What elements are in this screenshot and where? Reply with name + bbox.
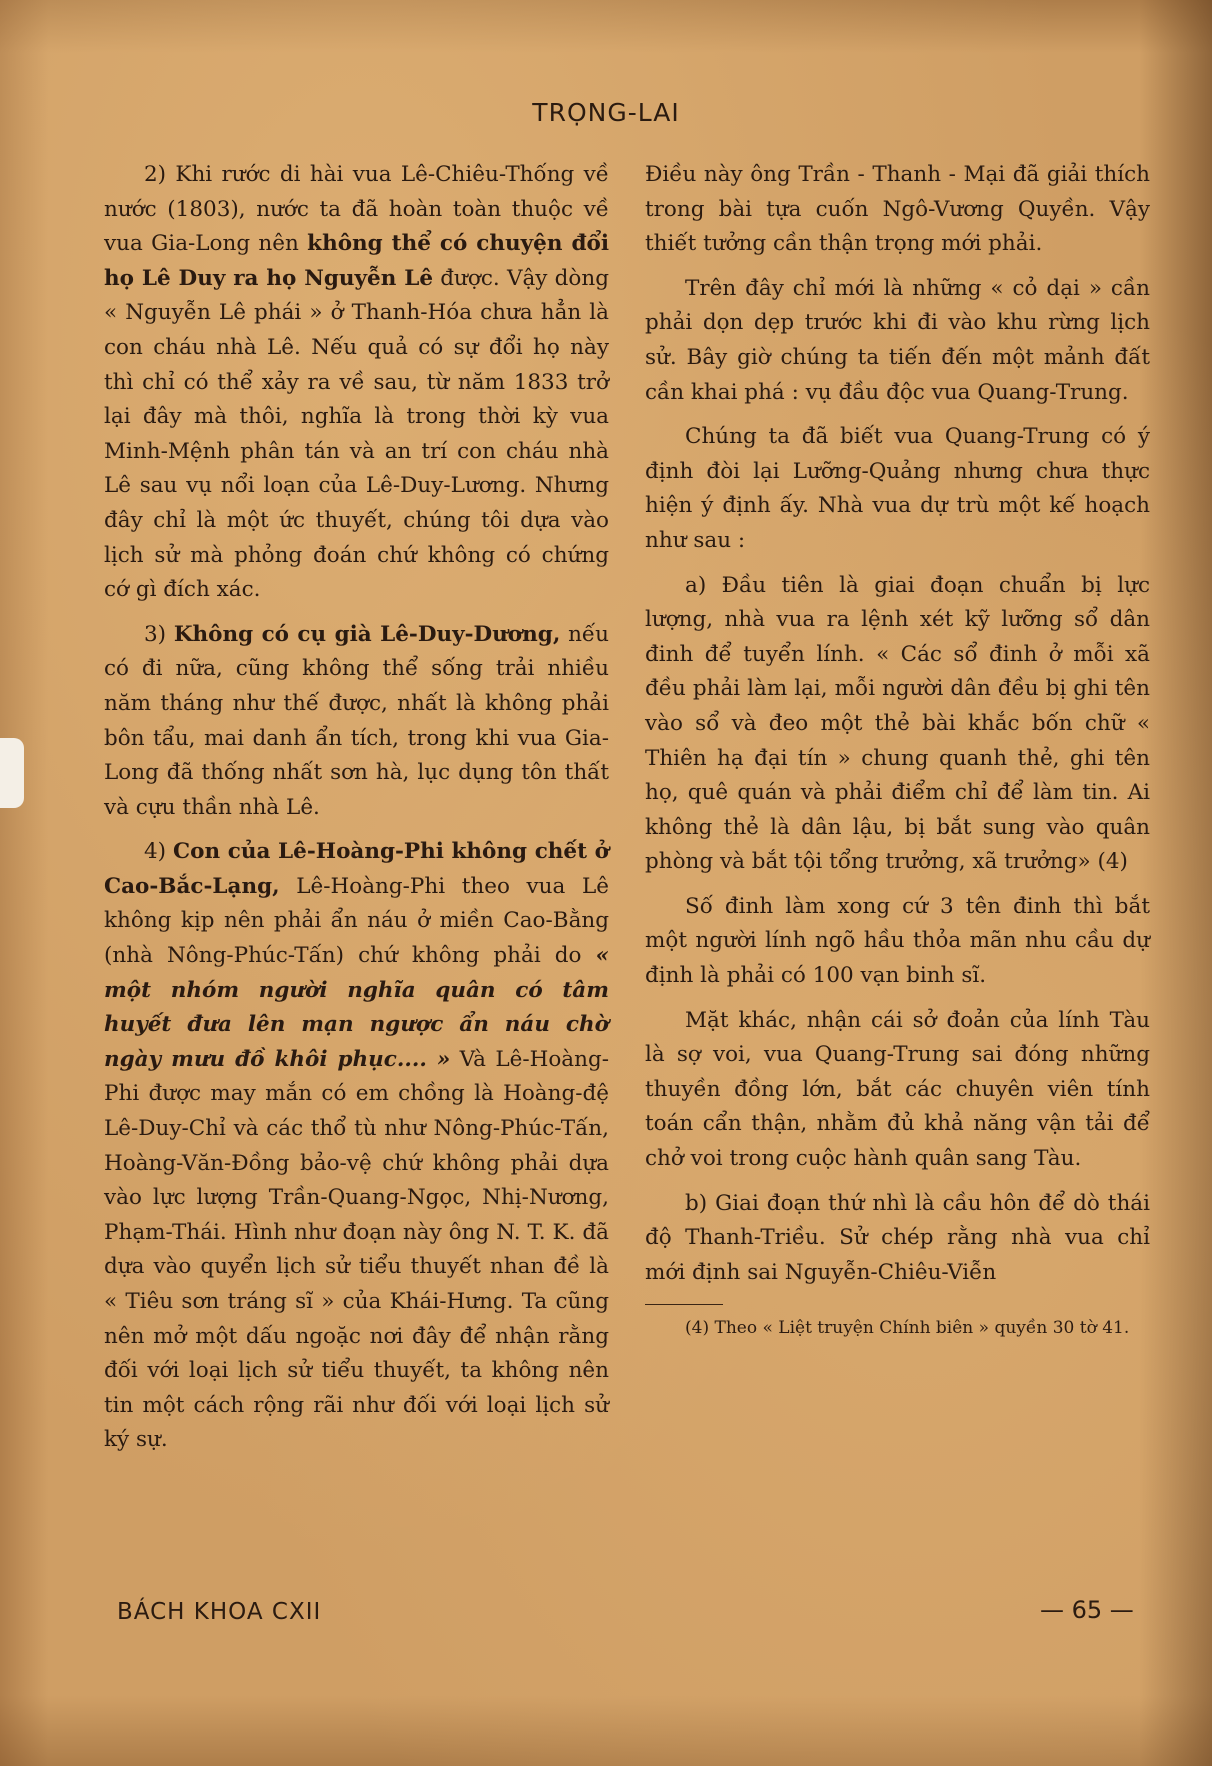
paragraph-text: 3)	[144, 621, 174, 647]
right-column	[645, 158, 1150, 1353]
paragraph: b) Giai đoạn thứ nhì là cầu hôn để dò thái độ Thanh-Triều. Sử chép rằng nhà vua chỉ mới định sai Nguyễn-Chiêu-Viễn	[645, 1190, 1150, 1285]
bold-phrase: Con của Lê-Hoàng-Phi không chết ở Cao-Bắc-Lạng,	[104, 839, 609, 899]
paragraph-item-3	[104, 618, 609, 826]
publication-footer: BÁCH KHOA CXII	[117, 1599, 322, 1625]
paragraph-text: Lê-Hoàng-Phi theo vua Lê không kịp nên phải ẩn náu ở miền Cao-Bằng (nhà Nông-Phúc-Tấn) chứ không phải do	[104, 873, 609, 969]
paragraph-text: 4)	[144, 839, 174, 865]
paragraph-text: Và Lê-Hoàng-Phi được may mắn có em chồng là Hoàng-đệ Lê-Duy-Chỉ và các thổ tù như Nông-Phúc-Tấn, Hoàng-Văn-Đồng bảo-vệ chứ không phải dựa vào lực lượng Trần-Quang-Ngọc, Nhị-Nương, Phạm-Thái. Hình như đoạn này ông N. T. K. đã dựa vào quyển lịch sử tiểu thuyết nhan đề là « Tiêu sơn tráng sĩ » của Khái-Hưng. Ta cũng nên mở một dấu ngoặc nơi đây để nhận rằng đối với loại lịch sử tiểu thuyết, ta không nên tin một cách rộng rãi như đối với loại lịch sử ký sự.	[104, 1046, 609, 1453]
page-number: — 65 —	[1040, 1596, 1134, 1624]
paragraph-text: được. Vậy dòng « Nguyễn Lê phái » ở Thanh-Hóa chưa hẳn là con cháu nhà Lê. Nếu quả có sự đổi họ này thì chỉ có thể xảy ra về sau, từ năm 1833 trở lại đây mà thôi, nghĩa là trong thời kỳ vua Minh-Mệnh phân tán và an trí con cháu nhà Lê sau vụ nổi loạn của Lê-Duy-Lương. Nhưng đây chỉ là một ức thuyết, chúng tôi dựa vào lịch sử mà phỏng đoán chứ không có chứng cớ gì đích xác.	[104, 265, 609, 603]
page-edge-tear	[0, 738, 24, 808]
paragraph: Điều này ông Trần - Thanh - Mại đã giải thích trong bài tựa cuốn Ngô-Vương Quyền. Vậy thiết tưởng cần thận trọng mới phải.	[645, 162, 1150, 257]
paragraph: Mặt khác, nhận cái sở đoản của lính Tàu là sợ voi, vua Quang-Trung sai đóng những thuyền đồng lớn, bắt các chuyên viên tính toán cẩn thận, nhằm đủ khả năng vận tải để chở voi trong cuộc hành quân sang Tàu.	[645, 1007, 1150, 1172]
paragraph: a) Đầu tiên là giai đoạn chuẩn bị lực lượng, nhà vua ra lệnh xét kỹ lưỡng sổ dân đinh để tuyển lính. « Các sổ đinh ở mỗi xã đều phải làm lại, mỗi người dân đều bị ghi tên vào sổ và đeo một thẻ bài khắc bốn chữ « Thiên hạ đại tín » chung quanh thẻ, ghi tên họ, quê quán và phải điểm chỉ để làm tin. Ai không thẻ là dân lậu, bị bắt sung vào quân phòng và bắt tội tổng trưởng, xã trưởng» (4)	[645, 572, 1150, 875]
footnote: (4) Theo « Liệt truyện Chính biên » quyền 30 tờ 41.	[685, 1318, 1130, 1339]
bold-phrase: không thể có chuyện đổi họ Lê Duy ra họ Nguyễn Lê	[104, 231, 609, 291]
paragraph: Trên đây chỉ mới là những « cỏ dại » cần phải dọn dẹp trước khi đi vào khu rừng lịch sử. Bây giờ chúng ta tiến đến một mảnh đất cần khai phá : vụ đầu độc vua Quang-Trung.	[645, 275, 1150, 405]
paragraph-item-4	[104, 835, 609, 1458]
italic-quote: « một nhóm người nghĩa quân có tâm huyết đưa lên mạn ngược ẩn náu chờ ngày mưu đồ khôi phục.... »	[104, 943, 609, 1072]
bold-phrase: Không có cụ già Lê-Duy-Dương,	[173, 621, 561, 647]
left-column	[104, 158, 609, 1468]
paragraph: Số đinh làm xong cứ 3 tên đinh thì bắt một người lính ngõ hầu thỏa mãn nhu cầu dự định là phải có 100 vạn binh sĩ.	[645, 893, 1150, 989]
footnote-divider	[645, 1304, 723, 1305]
running-title: TRỌNG-LAI	[532, 98, 680, 127]
paragraph-text: 2) Khi rước di hài vua Lê-Chiêu-Thống về nước (1803), nước ta đã hoàn toàn thuộc về vua Gia-Long nên	[104, 162, 609, 257]
paragraph-item-2	[104, 158, 609, 608]
paragraph-text: nếu có đi nữa, cũng không thể sống trải nhiều năm tháng như thế được, nhất là không phải bôn tẩu, mai danh ẩn tích, trong khi vua Gia-Long đã thống nhất sơn hà, lục dụng tôn thất và cựu thần nhà Lê.	[104, 621, 610, 820]
paragraph: Chúng ta đã biết vua Quang-Trung có ý định đòi lại Lưỡng-Quảng nhưng chưa thực hiện ý định ấy. Nhà vua dự trù một kế hoạch như sau :	[645, 424, 1150, 553]
